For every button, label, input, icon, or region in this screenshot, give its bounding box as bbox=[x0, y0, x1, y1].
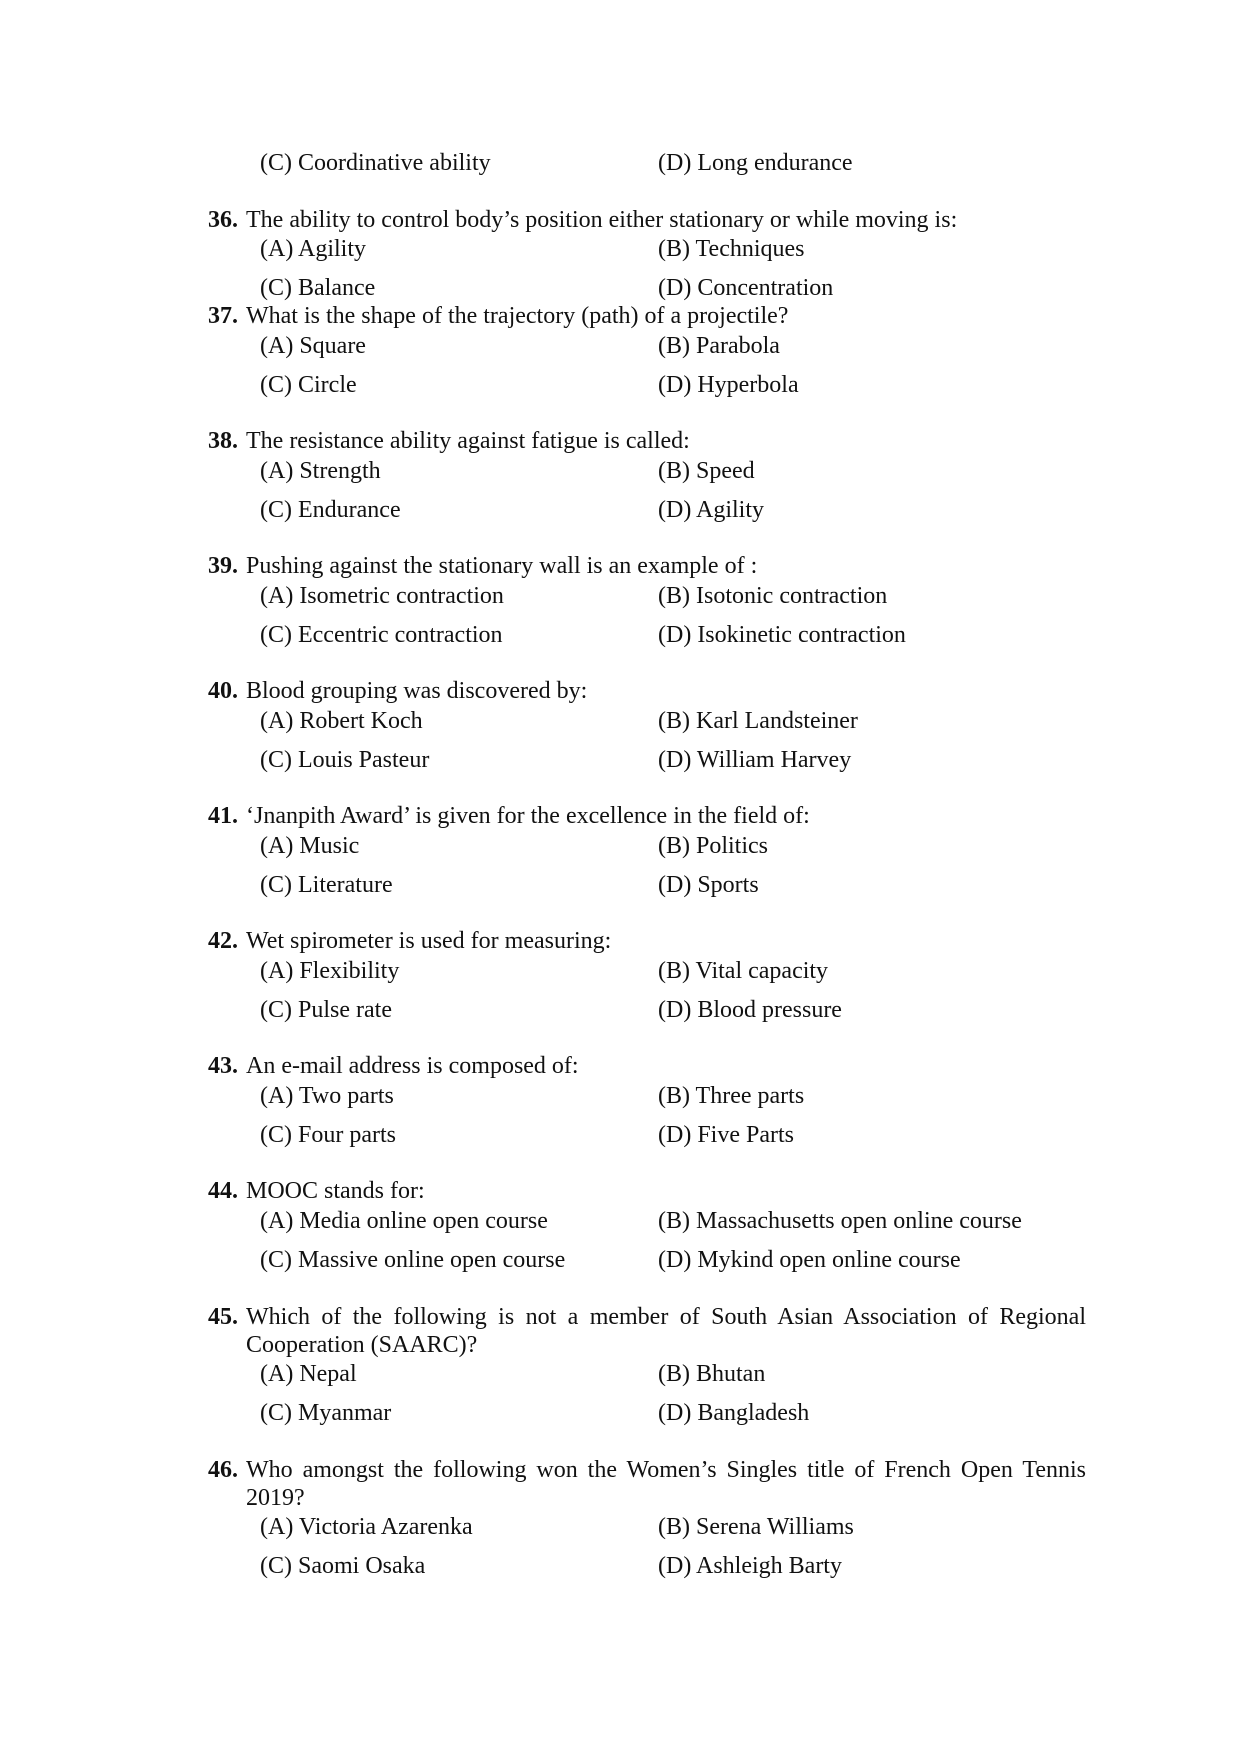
question-number: 39. bbox=[208, 553, 238, 579]
options-row-cd bbox=[260, 1551, 1090, 1581]
options-row-cd bbox=[260, 370, 1090, 400]
options-row-ab bbox=[260, 456, 1090, 486]
options-row-ab bbox=[260, 956, 1090, 986]
question-text: Pushing against the stationary wall is an example of : bbox=[246, 553, 758, 579]
question-number: 44. bbox=[208, 1178, 238, 1204]
options-row-ab bbox=[260, 1081, 1090, 1111]
options-row-ab bbox=[260, 1206, 1090, 1236]
question-38 bbox=[208, 427, 1086, 456]
options-row-ab bbox=[260, 706, 1090, 736]
option-b: (B) Parabola bbox=[658, 333, 780, 359]
options-row-cd bbox=[260, 1398, 1090, 1428]
option-b: (B) Serena Williams bbox=[658, 1514, 854, 1540]
option-d: (D) Bangladesh bbox=[658, 1400, 810, 1426]
option-b: (B) Politics bbox=[658, 833, 769, 859]
option-a: (A) Agility bbox=[260, 236, 366, 262]
question-number: 36. bbox=[208, 207, 238, 233]
options-row-carryover bbox=[260, 148, 1090, 178]
option-b: (B) Techniques bbox=[658, 236, 805, 262]
question-text: What is the shape of the trajectory (path) of a projectile? bbox=[246, 303, 789, 329]
question-text: Blood grouping was discovered by: bbox=[246, 678, 588, 704]
option-d: (D) Agility bbox=[658, 497, 764, 523]
options-row-ab bbox=[260, 581, 1090, 611]
option-d: (D) Isokinetic contraction bbox=[658, 622, 906, 648]
question-40 bbox=[208, 677, 1086, 706]
option-d: (D) Ashleigh Barty bbox=[658, 1553, 842, 1579]
option-c: (C) Circle bbox=[260, 372, 357, 398]
option-a: (A) Robert Koch bbox=[260, 708, 423, 734]
options-row-cd bbox=[260, 870, 1090, 900]
option-b: (B) Karl Landsteiner bbox=[658, 708, 858, 734]
options-row-cd bbox=[260, 273, 1090, 303]
option-b: (B) Isotonic contraction bbox=[658, 583, 888, 609]
option-b: (B) Vital capacity bbox=[658, 958, 829, 984]
option-a: (A) Strength bbox=[260, 458, 381, 484]
option-a: (A) Isometric contraction bbox=[260, 583, 504, 609]
question-text: An e-mail address is composed of: bbox=[246, 1053, 579, 1079]
options-row-cd bbox=[260, 1245, 1090, 1275]
options-row-ab bbox=[260, 1359, 1090, 1389]
question-text: Wet spirometer is used for measuring: bbox=[246, 928, 612, 954]
option-b: (B) Speed bbox=[658, 458, 755, 484]
options-row-ab bbox=[260, 331, 1090, 361]
question-41 bbox=[208, 802, 1086, 831]
option-d: (D) Sports bbox=[658, 872, 759, 898]
question-text: The resistance ability against fatigue is called: bbox=[246, 428, 690, 454]
question-36 bbox=[208, 206, 1086, 235]
question-number: 43. bbox=[208, 1053, 238, 1079]
question-number: 38. bbox=[208, 428, 238, 454]
options-row-cd bbox=[260, 745, 1090, 775]
option-c: (C) Saomi Osaka bbox=[260, 1553, 426, 1579]
question-42 bbox=[208, 927, 1086, 956]
option-c: (C) Myanmar bbox=[260, 1400, 392, 1426]
option-c: (C) Endurance bbox=[260, 497, 401, 523]
option-c: (C) Massive online open course bbox=[260, 1247, 566, 1273]
question-text: ‘Jnanpith Award’ is given for the excellence in the field of: bbox=[246, 803, 810, 829]
options-row-ab bbox=[260, 1512, 1090, 1542]
option-a: (A) Square bbox=[260, 333, 366, 359]
options-row-cd bbox=[260, 495, 1090, 525]
option-b: (B) Massachusetts open online course bbox=[658, 1208, 1022, 1234]
question-46-text: Who amongst the following won the Women’s Singles title of French Open Tennis 2019? bbox=[246, 1457, 1086, 1511]
option-a: (A) Two parts bbox=[260, 1083, 394, 1109]
option-c: (C) Balance bbox=[260, 275, 376, 301]
options-row-ab bbox=[260, 234, 1090, 264]
options-row-cd bbox=[260, 620, 1090, 650]
option-d: (D) Blood pressure bbox=[658, 997, 842, 1023]
option-c: (C) Louis Pasteur bbox=[260, 747, 430, 773]
question-text: MOOC stands for: bbox=[246, 1178, 425, 1204]
option-d: (D) Five Parts bbox=[658, 1122, 794, 1148]
option-c: (C) Coordinative ability bbox=[260, 150, 491, 176]
option-d: (D) Mykind open online course bbox=[658, 1247, 961, 1273]
option-a: (A) Flexibility bbox=[260, 958, 400, 984]
question-number: 37. bbox=[208, 303, 238, 329]
question-number: 40. bbox=[208, 678, 238, 704]
option-a: (A) Nepal bbox=[260, 1361, 357, 1387]
option-c: (C) Four parts bbox=[260, 1122, 396, 1148]
option-d: (D) Long endurance bbox=[658, 150, 853, 176]
question-44 bbox=[208, 1177, 1086, 1206]
options-row-cd bbox=[260, 1120, 1090, 1150]
option-a: (A) Victoria Azarenka bbox=[260, 1514, 473, 1540]
option-d: (D) Hyperbola bbox=[658, 372, 799, 398]
options-row-cd bbox=[260, 995, 1090, 1025]
question-number: 41. bbox=[208, 803, 238, 829]
question-43 bbox=[208, 1052, 1086, 1081]
option-c: (C) Pulse rate bbox=[260, 997, 392, 1023]
question-number: 42. bbox=[208, 928, 238, 954]
question-number: 45. bbox=[208, 1304, 238, 1330]
question-number: 46. bbox=[208, 1457, 238, 1483]
option-a: (A) Media online open course bbox=[260, 1208, 548, 1234]
option-d: (D) William Harvey bbox=[658, 747, 852, 773]
option-d: (D) Concentration bbox=[658, 275, 834, 301]
option-b: (B) Three parts bbox=[658, 1083, 805, 1109]
option-b: (B) Bhutan bbox=[658, 1361, 766, 1387]
question-45-text: Which of the following is not a member of South Asian Association of Regional Cooperation (SAARC)? bbox=[246, 1304, 1086, 1358]
options-row-ab bbox=[260, 831, 1090, 861]
question-39 bbox=[208, 552, 1086, 581]
option-a: (A) Music bbox=[260, 833, 360, 859]
question-text: The ability to control body’s position either stationary or while moving is: bbox=[246, 207, 958, 233]
option-c: (C) Eccentric contraction bbox=[260, 622, 503, 648]
option-c: (C) Literature bbox=[260, 872, 393, 898]
question-37 bbox=[208, 302, 1086, 331]
